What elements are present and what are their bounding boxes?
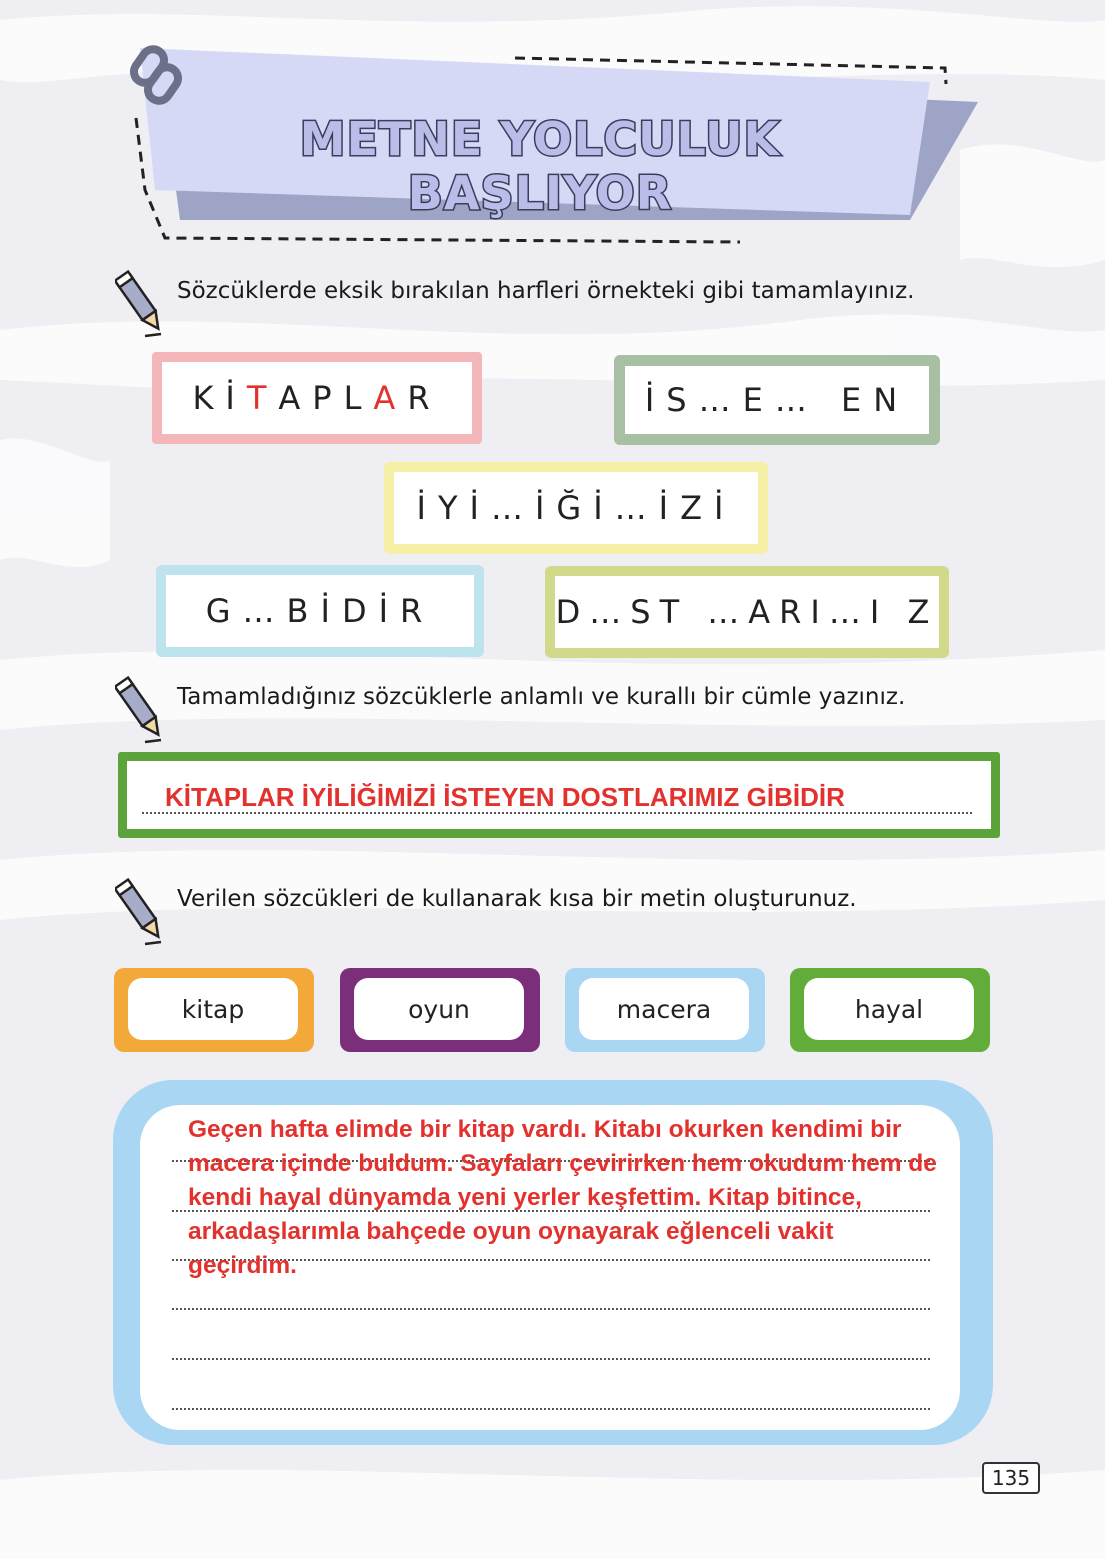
pencil-icon — [115, 268, 167, 340]
tag-kitap-label: kitap — [128, 978, 298, 1040]
word-box-2 — [614, 355, 940, 445]
word-example-part3: R — [407, 379, 442, 417]
instruction-3-text: Verilen sözcükleri de kullanarak kısa bir metin oluşturunuz. — [177, 886, 857, 912]
instruction-3 — [115, 876, 975, 936]
tag-macera — [565, 968, 765, 1052]
page-title: METNE YOLCULUK BAŞLIYOR — [299, 112, 781, 220]
page-number: 135 — [982, 1462, 1040, 1494]
word-3: İYİ…İĞİ…İZİ — [416, 489, 736, 527]
instruction-2 — [115, 674, 975, 734]
word-2: İS…E… EN — [644, 381, 910, 419]
word-box-4 — [156, 565, 484, 657]
word-example-part2: APL — [278, 379, 374, 417]
writing-line — [172, 1358, 930, 1360]
word-5: D…ST …ARI…I Z — [555, 593, 939, 631]
tag-hayal-label: hayal — [804, 978, 974, 1040]
word-box-example — [152, 352, 482, 444]
tag-oyun — [340, 968, 540, 1052]
story-answer: Geçen hafta elimde bir kitap vardı. Kitabı okurken kendimi bir macera içinde buldum. Sayfaları çevirirken hem okudum hem de kendi hayal dünyamda yeni yerler keşfettim. Kitap bitince, arkadaşlarımla bahçede oyun oynayarak eğlenceli vakit geçirdim. — [188, 1116, 937, 1279]
chain-link-icon — [120, 40, 190, 110]
word-example — [162, 362, 472, 434]
tag-macera-label: macera — [579, 978, 749, 1040]
sentence-answer: KİTAPLAR İYİLİĞİMİZİ İSTEYEN DOSTLARIMIZ GİBİDİR — [165, 782, 845, 812]
writing-line — [172, 1408, 930, 1410]
tag-oyun-label: oyun — [354, 978, 524, 1040]
instruction-1 — [115, 268, 975, 328]
writing-line — [172, 1308, 930, 1310]
instruction-1-text: Sözcüklerde eksik bırakılan harfleri örnekteki gibi tamamlayınız. — [177, 278, 915, 304]
word-example-part1: Kİ — [192, 379, 247, 417]
instruction-2-text: Tamamladığınız sözcüklerle anlamlı ve kurallı bir cümle yazınız. — [177, 684, 906, 710]
word-box-5 — [545, 566, 949, 658]
tag-kitap — [114, 968, 314, 1052]
word-4: G…BİDİR — [205, 592, 435, 630]
filled-letter-a: A — [373, 379, 408, 417]
pencil-icon — [115, 674, 167, 746]
header-banner — [120, 40, 990, 250]
word-box-3 — [384, 462, 768, 554]
tag-hayal — [790, 968, 990, 1052]
pencil-icon — [115, 876, 167, 948]
filled-letter-t: T — [246, 379, 279, 417]
